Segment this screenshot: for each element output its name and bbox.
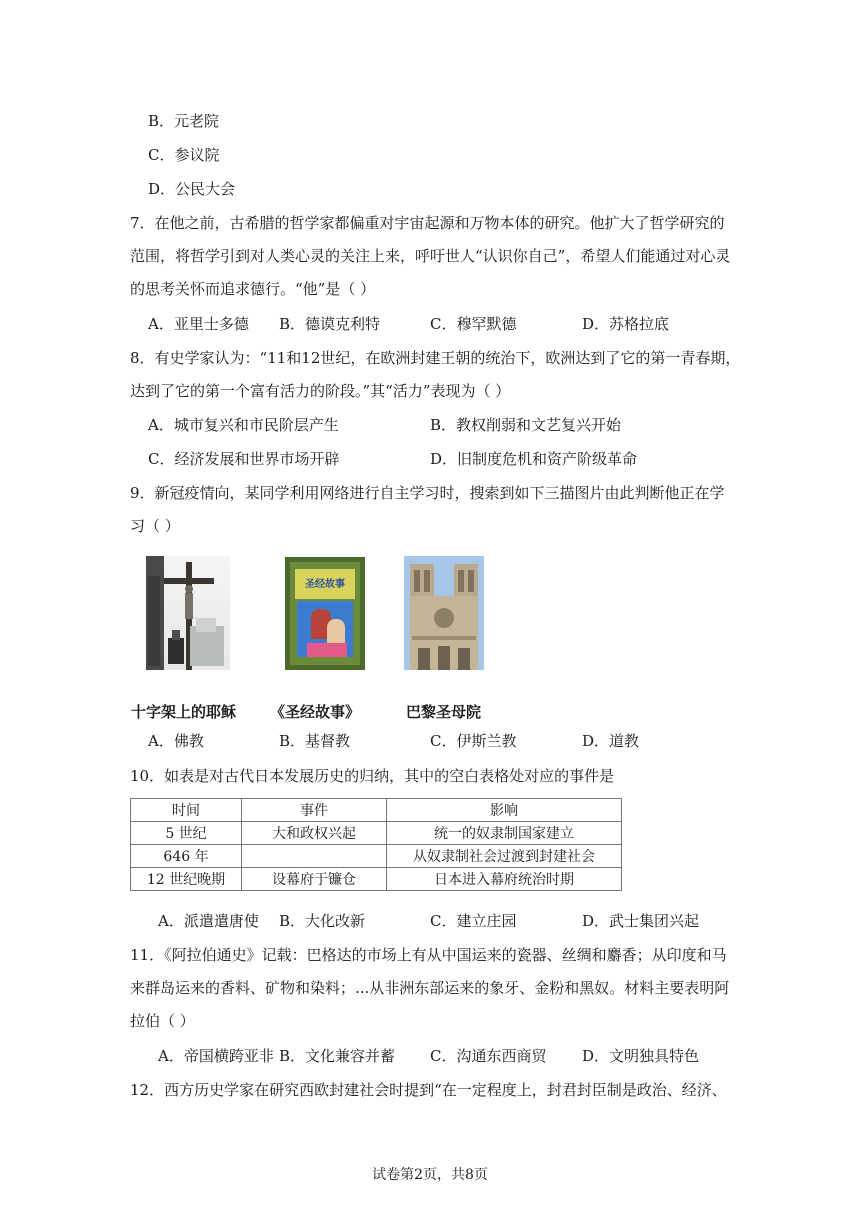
q11-option-c: C．沟通东西商贸 (430, 1047, 547, 1065)
crucifix-image (146, 556, 230, 670)
q10-option-c: C．建立庄园 (430, 912, 517, 930)
q7-stem-line-2: 范围，将哲学引到对人类心灵的关注上来，呼吁世人“认识你自己”，希望人们能通过对心灵 (130, 247, 731, 265)
q7-option-d: D．苏格拉底 (582, 315, 670, 333)
header-impact: 影响 (387, 799, 622, 822)
q8-option-d: D．旧制度危机和资产阶级革命 (430, 450, 638, 468)
q9-option-a: A．佛教 (148, 732, 204, 750)
caption-notre-dame: 巴黎圣母院 (406, 703, 482, 721)
q8-stem-line-2: 达到了它的第一个富有活力的阶段。”其“活力”表现为（ ） (130, 382, 511, 400)
header-event: 事件 (242, 799, 387, 822)
q9-option-b: B．基督教 (279, 732, 351, 750)
q8-option-a: A．城市复兴和市民阶层产生 (148, 416, 339, 434)
q12-stem-line-1: 12．西方历史学家在研究西欧封建社会时提到“在一定程度上，封君封臣制是政治、经济、 (130, 1081, 727, 1099)
q7-stem-line-1: 7．在他之前，古希腊的哲学家都偏重对宇宙起源和万物本体的研究。他扩大了哲学研究的 (130, 214, 725, 232)
q11-stem-line-2: 来群岛运来的香料、矿物和染料；...从非洲东部运来的象牙、金粉和黑奴。材料主要表明阿 (130, 979, 730, 997)
caption-bible-stories: 《圣经故事》 (270, 703, 361, 721)
book-title: 圣经故事 (305, 579, 345, 590)
page-footer: 试卷第2页，共8页 (372, 1167, 488, 1183)
cell-time: 5 世纪 (131, 822, 242, 845)
q8-option-c: C．经济发展和世界市场开辟 (148, 450, 340, 468)
q6-option-b: B．元老院 (148, 112, 220, 130)
q10-option-d: D．武士集团兴起 (582, 912, 700, 930)
table-row (131, 845, 622, 868)
q11-option-b: B．文化兼容并蓄 (279, 1047, 396, 1065)
q9-stem-line-1: 9．新冠疫情向，某同学利用网络进行自主学习时，搜索到如下三描图片由此判断他正在学 (130, 484, 725, 502)
q9-option-d: D．道教 (582, 732, 640, 750)
q9-option-c: C．伊斯兰教 (430, 732, 517, 750)
q11-stem-line-3: 拉伯（ ） (130, 1012, 195, 1030)
cell-impact: 日本进入幕府统治时期 (387, 868, 622, 891)
q10-option-b: B．大化改新 (279, 912, 366, 930)
q7-option-b: B．德谟克利特 (279, 315, 381, 333)
cell-event: 设幕府于镰仓 (242, 868, 387, 891)
q10-option-a: A．派遣遣唐使 (158, 912, 259, 930)
notre-dame-image (404, 556, 484, 670)
q10-stem-line-1: 10．如表是对古代日本发展历史的归纳，其中的空白表格处对应的事件是 (130, 767, 615, 785)
bible-stories-book-image (285, 557, 365, 670)
q6-option-c: C．参议院 (148, 146, 220, 164)
q11-option-d: D．文明独具特色 (582, 1047, 700, 1065)
cell-time: 646 年 (131, 845, 242, 868)
caption-crucifix: 十字架上的耶稣 (131, 703, 237, 721)
q6-option-d: D．公民大会 (148, 180, 236, 198)
table-row (131, 822, 622, 845)
q11-option-a: A．帝国横跨亚非 (158, 1047, 274, 1065)
cell-impact: 从奴隶制社会过渡到封建社会 (387, 845, 622, 868)
table-header-row (131, 799, 622, 822)
q8-option-b: B．教权削弱和文艺复兴开始 (430, 416, 622, 434)
q7-option-a: A．亚里士多德 (148, 315, 249, 333)
q8-stem-line-1: 8．有史学家认为：“11和12世纪，在欧洲封建王朝的统治下，欧洲达到了它的第一青春期， (130, 349, 741, 367)
q9-stem-line-2: 习（ ） (130, 517, 180, 535)
cell-impact: 统一的奴隶制国家建立 (387, 822, 622, 845)
header-time: 时间 (131, 799, 242, 822)
table-row (131, 868, 622, 891)
q7-option-c: C．穆罕默德 (430, 315, 517, 333)
cell-time: 12 世纪晚期 (131, 868, 242, 891)
q11-stem-line-1: 11．《阿拉伯通史》记载：巴格达的市场上有从中国运来的瓷器、丝绸和麝香；从印度和马 (130, 946, 727, 964)
q7-stem-line-3: 的思考关怀而追求德行。“他”是（ ） (130, 280, 376, 298)
cell-event-blank (242, 845, 387, 868)
cell-event: 大和政权兴起 (242, 822, 387, 845)
japan-history-table (130, 798, 622, 891)
